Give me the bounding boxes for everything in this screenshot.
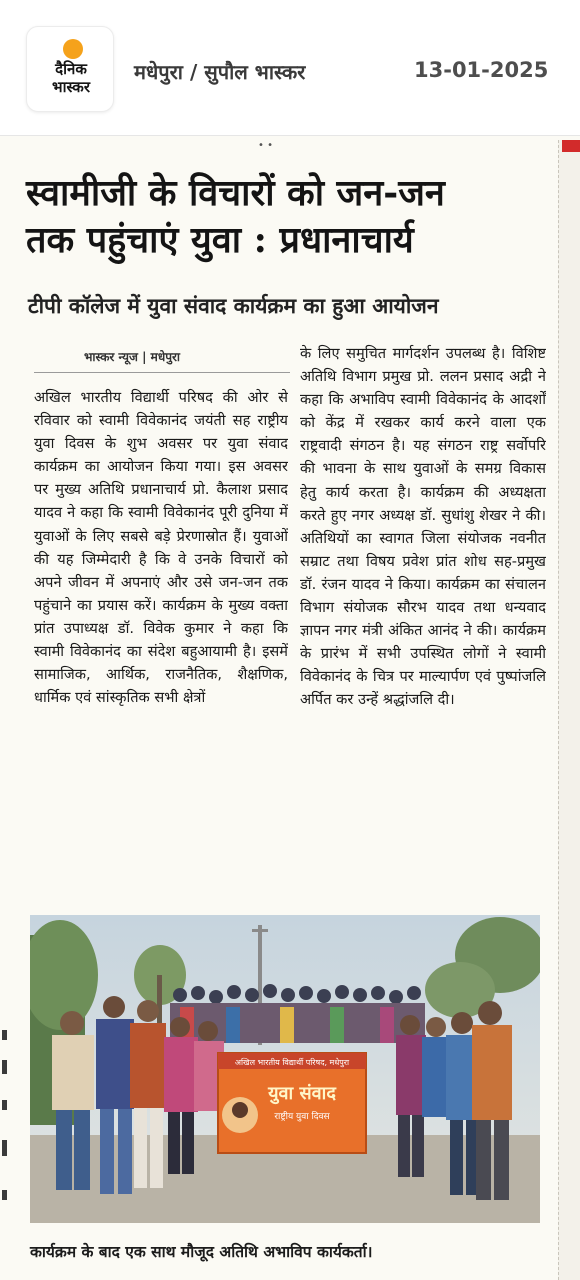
masthead xyxy=(0,0,580,136)
headline-line-2: तक पहुंचाएं युवा : प्रधानाचार्य xyxy=(26,219,414,261)
article-headline xyxy=(26,170,546,264)
sun-icon xyxy=(63,39,83,59)
banner-sub-text: राष्ट्रीय युवा दिवस xyxy=(274,1112,330,1122)
banner-org-text: अखिल भारतीय विद्यार्थी परिषद, मधेपुरा xyxy=(234,1058,350,1067)
group-photo xyxy=(30,915,540,1223)
publication-date: 13-01-2025 xyxy=(414,58,549,82)
photo-caption: कार्यक्रम के बाद एक साथ मौजूद अतिथि अभाविप कार्यकर्ता। xyxy=(30,1243,373,1261)
logo-text-bhaskar: भास्कर xyxy=(52,78,90,96)
fold-mark: • • xyxy=(258,140,273,151)
adjacent-page-red-mark xyxy=(562,140,580,152)
logo-text-dainik: दैनिक xyxy=(55,60,87,78)
left-page-edge-text xyxy=(0,1020,10,1250)
article-byline: भास्कर न्यूज | मधेपुरा xyxy=(84,350,181,364)
dainik-bhaskar-logo xyxy=(26,26,114,112)
banner-title-text: युवा संवाद xyxy=(268,1083,336,1104)
edition-name: मधेपुरा / सुपौल भास्कर xyxy=(134,60,306,84)
article-column-2: के लिए समुचित मार्गदर्शन उपलब्ध है। विशिष्ट अतिथि विभाग प्रमुख प्रो. ललन प्रसाद अद्री ने कहा कि अभाविप स्वामी विवेकानंद के आदर्शों को केंद्र में रखकर कार्य करने वाला एक राष्ट्रवादी संगठन है। यह संगठन राष्ट्र सर्वोपरि की भावना के साथ युवाओं के समग्र विकास हेतु कार्य करता है। कार्यक्रम की अध्यक्षता करते हुए नगर अध्यक्ष डॉ. सुधांशु शेखर ने की। अतिथियों का स्वागत जिला संयोजक नवनीत सम्राट तथा विषय प्रवेश प्रांत शोध सह-प्रमुख डॉ. रंजन यादव ने किया। कार्यक्रम का संचालन विभाग संयोजक सौरभ यादव तथा धन्यवाद ज्ञापन नगर मंत्री अंकित आनंद ने की। कार्यक्रम के प्रारंभ में सभी उपस्थित लोगों ने स्वामी विवेकानंद के चित्र पर माल्यार्पण एवं पुष्पांजलि अर्पित कर उन्हें श्रद्धांजलि दी। xyxy=(300,345,546,709)
article-column-1: अखिल भारतीय विद्यार्थी परिषद की ओर से रविवार को स्वामी विवेकानंद जयंती सह राष्ट्रीय युवा दिवस के शुभ अवसर पर युवा संवाद कार्यक्रम का आयोजन किया गया। इस अवसर पर मुख्य अतिथि प्रधानाचार्य प्रो. कैलाश प्रसाद यादव ने कहा कि स्वामी विवेकानंद पूरी दुनिया में युवाओं के लिए सबसे बड़े प्रेरणास्रोत हैं। युवाओं की यह जिम्मेदारी है कि वे उनके विचारों को अपने जीवन में अपनाएं और उसे जन-जन तक पहुंचाने का प्रयास करें। कार्यक्रम के मुख्य वक्ता प्रांत उपाध्यक्ष डॉ. विवेक कुमार ने कहा कि स्वामी विवेकानंद का संदेश बहुआयामी है। इसमें सामाजिक, आर्थिक, राजनैतिक, शैक्षणिक, धार्मिक एवं सांस्कृतिक सभी क्षेत्रों xyxy=(34,389,288,707)
headline-line-1: स्वामीजी के विचारों को जन-जन xyxy=(26,172,445,214)
adjacent-page-edge xyxy=(558,140,580,1280)
group-photo-illustration xyxy=(30,915,540,1223)
article-subhead: टीपी कॉलेज में युवा संवाद कार्यक्रम का हुआ आयोजन xyxy=(28,294,439,318)
byline-divider xyxy=(34,372,290,373)
